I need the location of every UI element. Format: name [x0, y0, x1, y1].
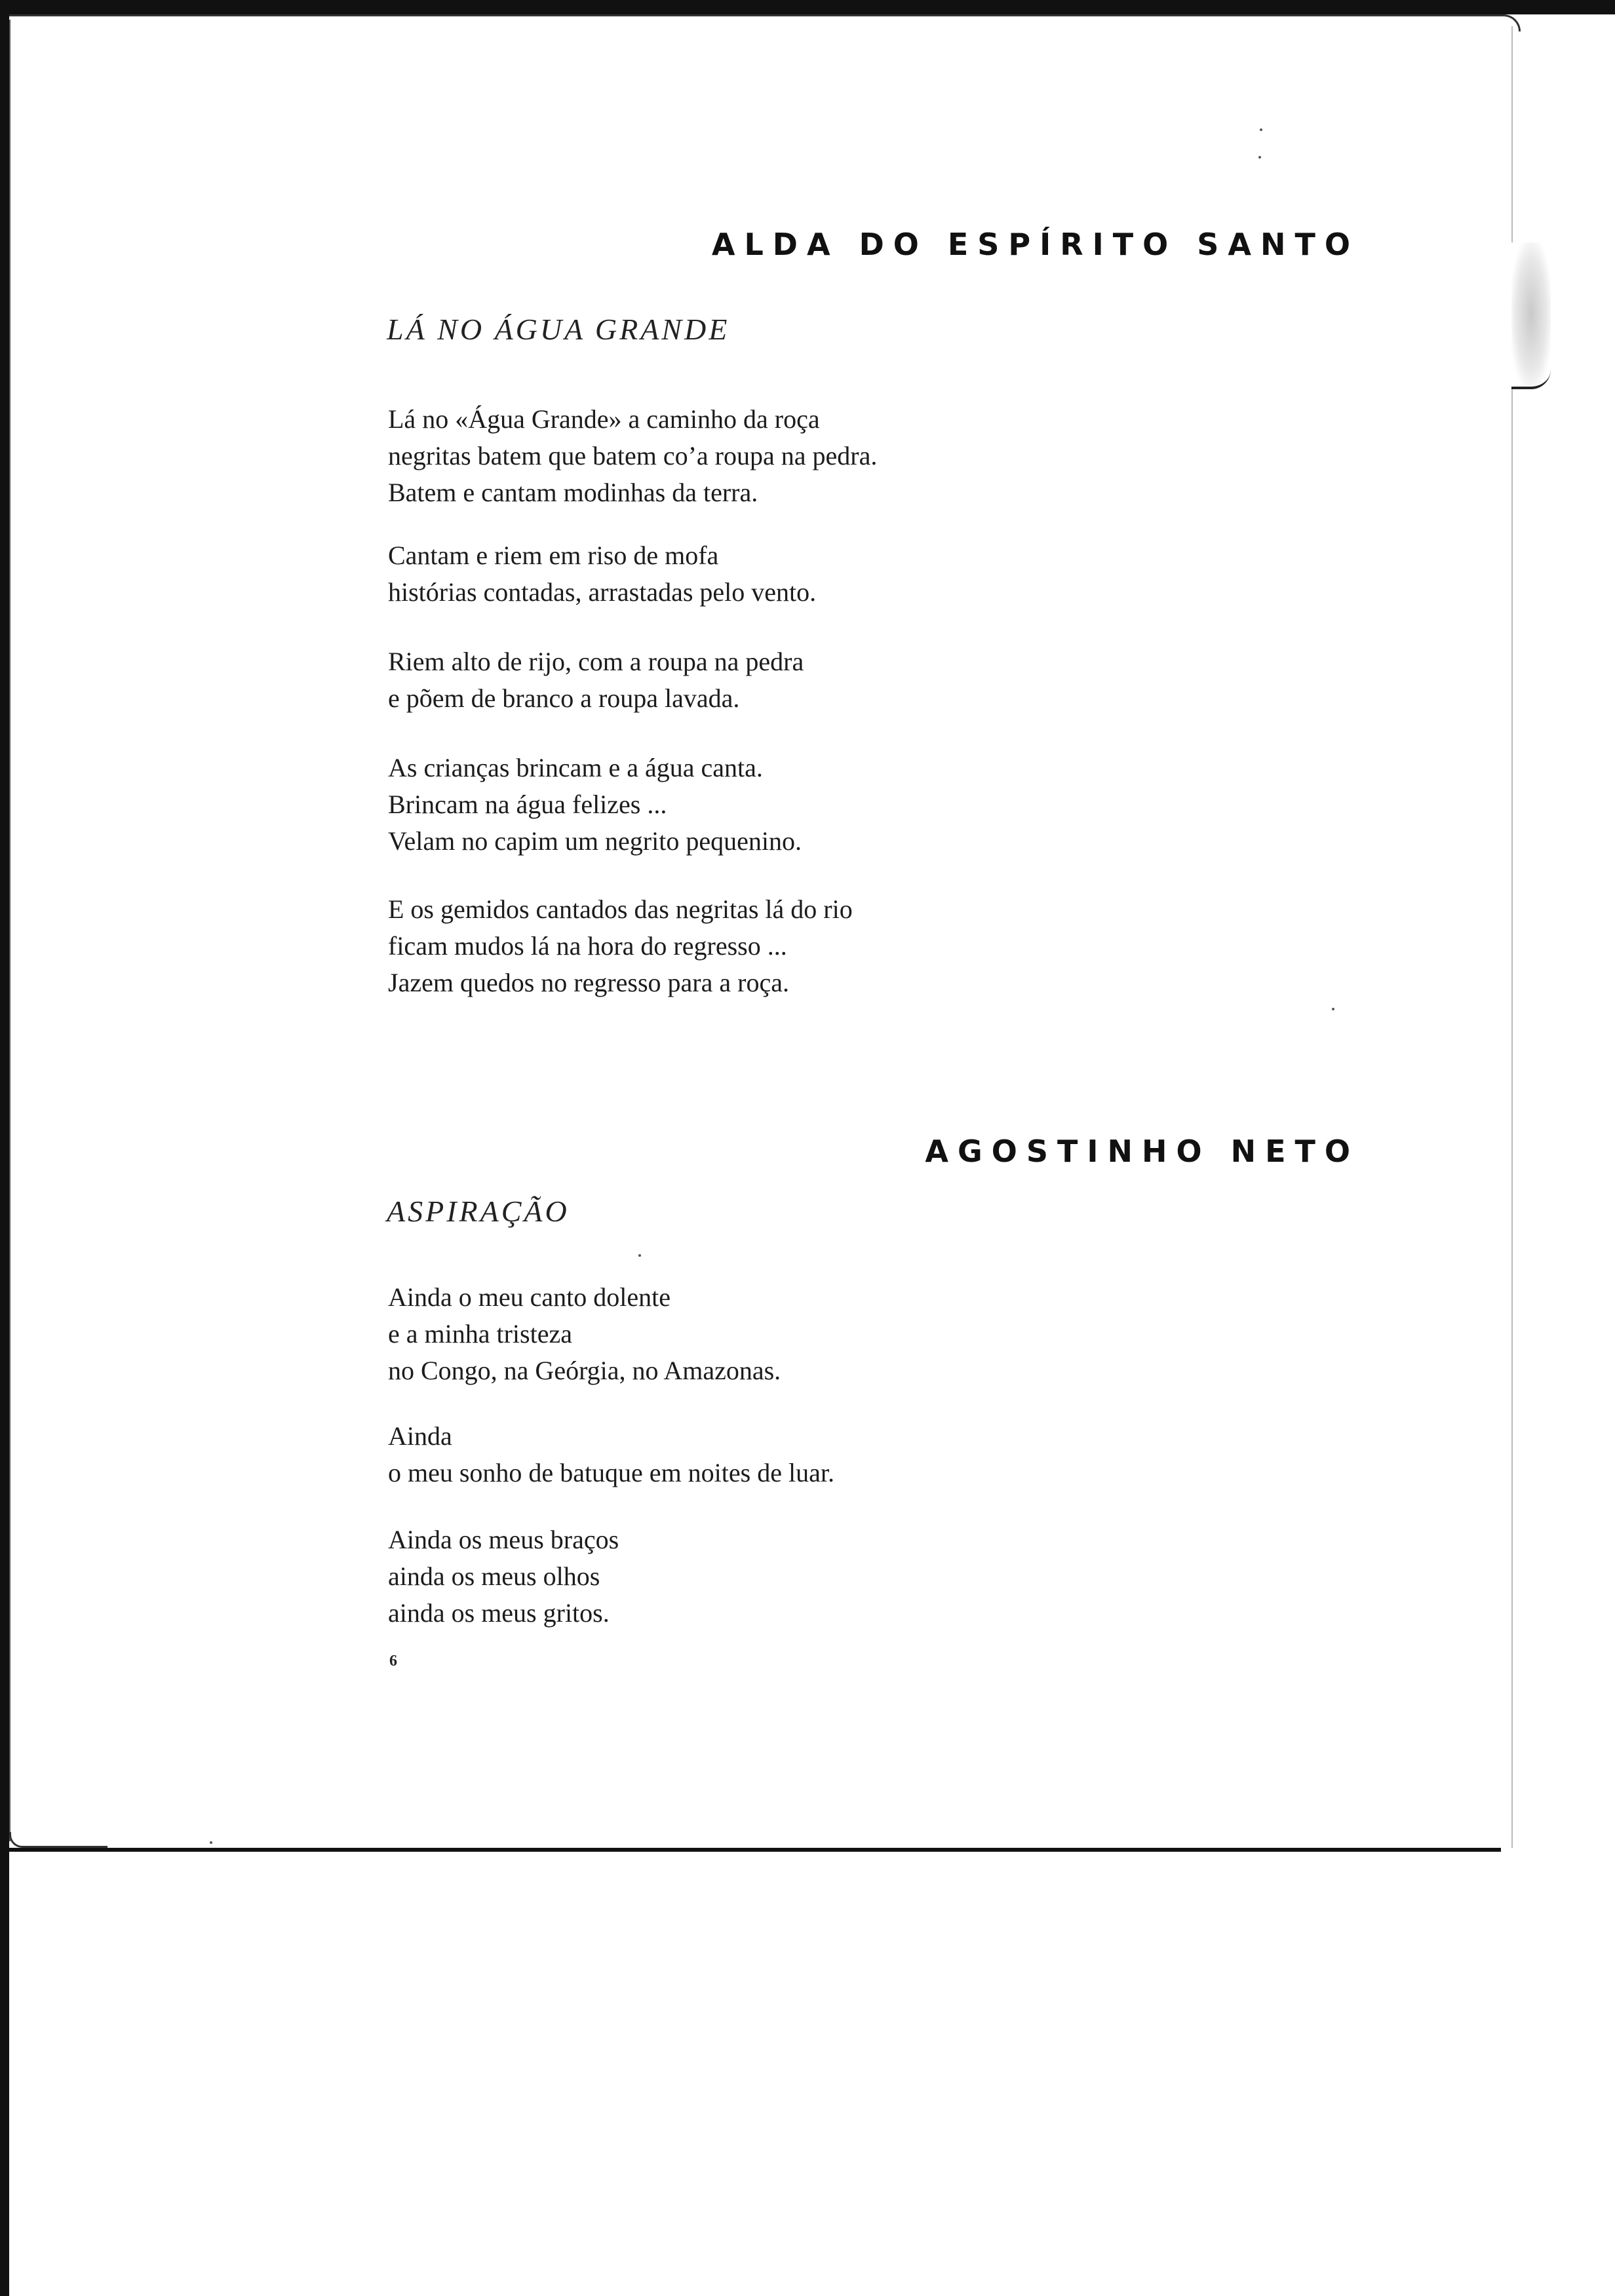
poem-line: Velam no capim um negrito pequenino.	[388, 826, 802, 856]
page-tab-artifact	[1511, 242, 1551, 389]
poem-line: Brincam na água felizes ...	[388, 790, 667, 819]
page-edge-top	[0, 14, 1521, 31]
scan-frame-left	[0, 0, 9, 2296]
poem-line: negritas batem que batem co’a roupa na pedra.	[388, 441, 878, 470]
poem-line: no Congo, na Geórgia, no Amazonas.	[388, 1356, 781, 1385]
poem-stanza	[388, 401, 877, 511]
scan-speck	[1260, 128, 1262, 131]
poem-line: As crianças brincam e a água canta.	[388, 753, 763, 782]
poem-stanza	[388, 1418, 834, 1491]
poem-line: E os gemidos cantados das negritas lá do rio	[388, 894, 853, 924]
author-heading: AGOSTINHO NETO	[925, 1134, 1359, 1169]
poem-stanza	[388, 1279, 781, 1389]
poem-stanza	[388, 891, 853, 1001]
page-edge-left	[9, 20, 13, 1841]
scan-frame-bottom	[0, 1848, 1501, 1856]
page-edge-bottom-lip	[9, 1832, 107, 1848]
poem-line: Ainda o meu canto dolente	[388, 1282, 671, 1312]
poem-line: ainda os meus olhos	[388, 1561, 600, 1591]
poem-line: e põem de branco a roupa lavada.	[388, 683, 740, 713]
poem-line: e a minha tristeza	[388, 1319, 572, 1349]
poem-stanza	[388, 643, 804, 717]
poem-stanza	[388, 537, 816, 611]
poem-line: Lá no «Água Grande» a caminho da roça	[388, 404, 820, 434]
poem-line: histórias contadas, arrastadas pelo vento.	[388, 577, 817, 607]
poem-line: Jazem quedos no regresso para a roça.	[388, 968, 789, 997]
scan-speck	[1332, 1008, 1334, 1010]
poem-line: ainda os meus gritos.	[388, 1598, 610, 1628]
poem-line: Riem alto de rijo, com a roupa na pedra	[388, 647, 804, 676]
poem-line: o meu sonho de batuque em noites de luar.	[388, 1458, 834, 1487]
scan-frame-top	[0, 0, 1615, 14]
poem-line: Ainda os meus braços	[388, 1525, 619, 1554]
poem-line: Ainda	[388, 1421, 452, 1451]
scan-speck	[638, 1254, 641, 1257]
scan-speck	[1258, 156, 1261, 159]
poem-title: LÁ NO ÁGUA GRANDE	[387, 313, 730, 346]
poem-line: Batem e cantam modinhas da terra.	[388, 478, 758, 507]
poem-title: ASPIRAÇÃO	[387, 1195, 570, 1228]
author-heading: ALDA DO ESPÍRITO SANTO	[711, 227, 1359, 262]
page-number: 6	[389, 1653, 397, 1670]
poem-stanza	[388, 1521, 619, 1632]
poem-stanza	[388, 750, 802, 860]
scan-speck	[210, 1841, 212, 1844]
poem-line: ficam mudos lá na hora do regresso ...	[388, 931, 787, 961]
poem-line: Cantam e riem em riso de mofa	[388, 541, 719, 570]
